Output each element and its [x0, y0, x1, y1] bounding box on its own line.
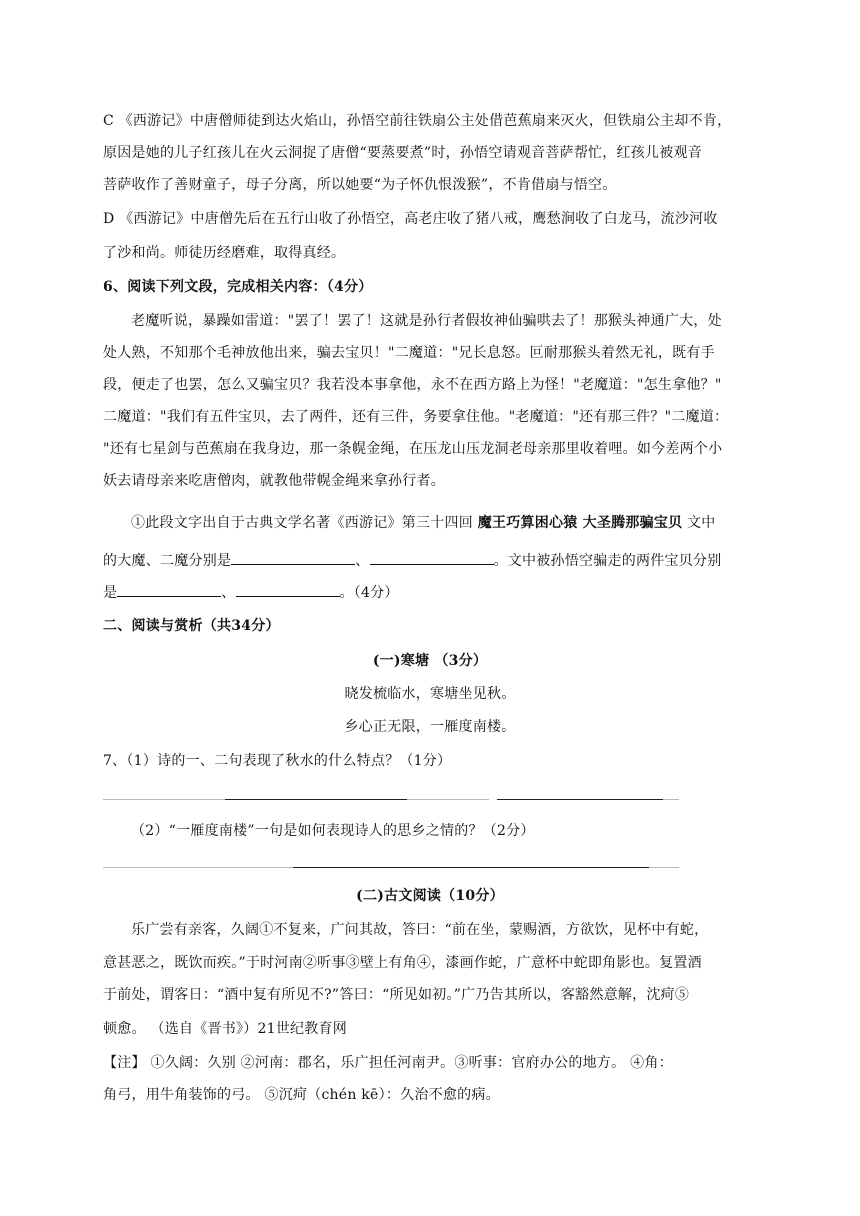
answer-blank-big-demon[interactable]: [231, 550, 355, 565]
notes-line-1: 【注】 ①久阔：久别 ②河南：郡名，乐广担任河南尹。③听事：官府办公的地方。 ④角：: [103, 1055, 673, 1071]
q6-subquestion-line-2: [103, 550, 763, 571]
q6-passage-line-2: 处人熟，不知那个毛神放他出来，骗去宝贝！"二魔道："兄长息怒。叵耐那猴头着然无礼，既有手: [103, 345, 715, 361]
q6-sub3-text-b: 。（4分）: [339, 585, 399, 601]
answer-blank-second-demon[interactable]: [370, 550, 494, 565]
q6-sub3-separator: 、: [221, 585, 236, 601]
question-7-part-1: 7、（1）诗的一、二句表现了秋水的什么特点？（1分）: [103, 753, 452, 769]
q6-passage-line-3: 段，便走了也罢，怎么又骗宝贝？我若没本事拿他，永不在西方路上为怪！"老魔道："怎生拿他？": [103, 377, 722, 393]
answer-line-segment: [103, 799, 225, 800]
q6-subquestion-line-3: [103, 582, 763, 603]
option-c-line-1: C 《西游记》中唐僧师徒到达火焰山，孙悟空前往铁扇公主处借芭蕉扇来灭火，但铁扇公主却不肯，: [103, 113, 732, 129]
classical-line-1: 乐广尝有亲客，久阔①不复来，广问其故，答曰：“前在坐，蒙赐酒，方欲饮，见杯中有蛇，: [131, 922, 709, 938]
chapter-title: 魔王巧算困心猿 大圣腾那骗宝贝: [477, 515, 683, 531]
answer-line-segment: [649, 867, 679, 868]
notes-line-2: 角弓，用牛角装饰的弓。 ⑤沉疴（chén kē）：久治不愈的病。: [103, 1087, 500, 1103]
classical-line-4: 顿愈。 （选自《晋书》）21世纪教育网: [103, 1021, 348, 1037]
option-c-line-3: 菩萨收作了善财童子，母子分离，所以她要“为子怀仇恨泼猴”，不肯借扇与悟空。: [103, 177, 617, 193]
q6-sub-prefix: ①此段文字出自于古典文学名著《西游记》第三十四回: [131, 515, 478, 531]
option-d-line-1: D 《西游记》中唐僧先后在五行山收了孙悟空，高老庄收了猪八戒，鹰愁涧收了白龙马，流沙河收: [103, 211, 718, 227]
question-6-heading: 6、阅读下列文段，完成相关内容：（4分）: [103, 279, 373, 295]
answer-line-segment: [663, 799, 679, 800]
classical-line-3: 于前处，谓客日：“酒中复有所见不?”答曰：“所见如初。”广乃告其所以，客豁然意解，沈疴⑤: [103, 987, 690, 1003]
q6-sub2-separator: 、: [355, 553, 370, 569]
option-d-line-2: 了沙和尚。师徒历经磨难，取得真经。: [103, 245, 346, 261]
answer-blank-treasure-2[interactable]: [236, 582, 340, 597]
section-2-heading: 二、阅读与赏析（共34分）: [103, 618, 280, 634]
q6-sub-suffix: 文中: [682, 515, 716, 531]
q6-sub2-text-b: 。文中被孙悟空骗走的两件宝贝分别: [493, 553, 722, 569]
poem-line-2: 乡心正无限，一雁度南楼。: [344, 719, 516, 735]
poem-line-1: 晓发梳临水，寒塘坐见秋。: [344, 686, 516, 702]
answer-line-q7-2[interactable]: [293, 867, 649, 868]
classical-line-2: 意甚恶之，既饮而疾。”于时河南②听事③壁上有角④，漆画作蛇，广意杯中蛇即角影也。复置酒: [103, 955, 702, 971]
q6-subquestion-line-1: [103, 513, 763, 533]
option-c-line-2: 原因是她的儿子红孩儿在火云洞捉了唐僧“要蒸要煮”时，孙悟空请观音菩萨帮忙，红孩儿被观音: [103, 145, 703, 161]
poem-title: (一)寒塘 （3分）: [372, 653, 488, 669]
q6-sub2-text-a: 的大魔、二魔分别是: [103, 553, 232, 569]
q6-passage-line-1: 老魔听说，暴躁如雷道："罢了！罢了！这就是孙行者假妆神仙骗哄去了！那猴头神通广大，处: [131, 313, 722, 329]
classical-title: (二)古文阅读（10分）: [356, 888, 504, 904]
q6-passage-line-5: "还有七星剑与芭蕉扇在我身边，那一条幌金绳，在压龙山压龙洞老母亲那里收着哩。如今差两个小: [103, 441, 723, 457]
answer-line-segment: [407, 799, 489, 800]
answer-line-segment: [103, 867, 293, 868]
answer-line-q7-1[interactable]: [225, 799, 407, 800]
q6-sub3-text-a: 是: [103, 585, 118, 601]
question-7-part-2: （2）“一雁度南楼”一句是如何表现诗人的思乡之情的？（2分）: [131, 823, 535, 839]
answer-blank-treasure-1[interactable]: [117, 582, 221, 597]
answer-line-q7-1b[interactable]: [497, 799, 663, 800]
q6-passage-line-6: 妖去请母亲来吃唐僧肉，就教他带幌金绳来拿孙行者。: [103, 473, 445, 489]
q6-passage-line-4: 二魔道："我们有五件宝贝，去了两件，还有三件，务要拿住他。"老魔道："还有那三件？"二魔道：: [103, 409, 729, 425]
